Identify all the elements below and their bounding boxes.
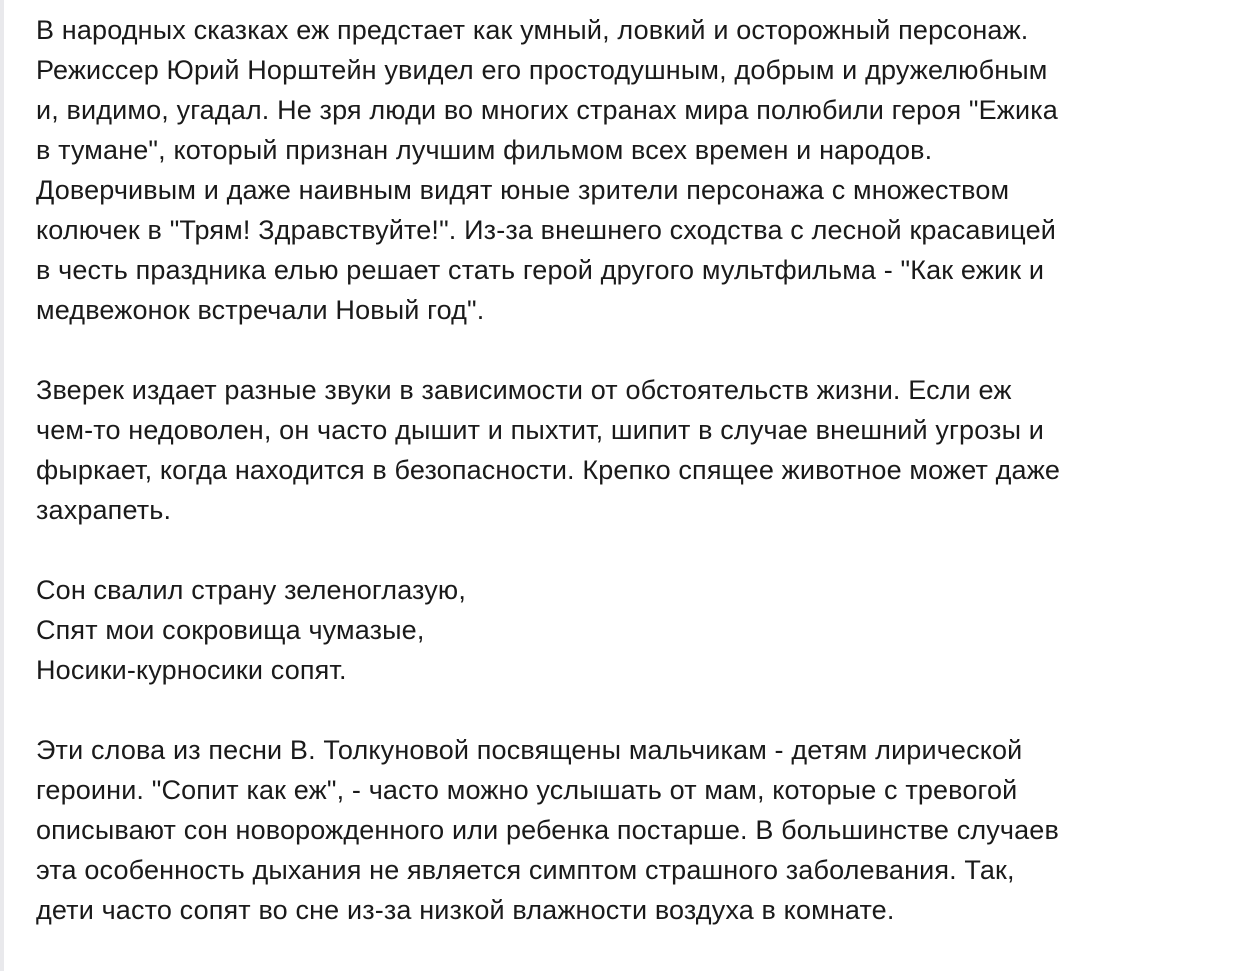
text-line: чем-то недоволен, он часто дышит и пыхтит, шипит в случае внешний угрозы и xyxy=(36,415,1045,445)
text-line: захрапеть. xyxy=(36,495,172,525)
text-line: фыркает, когда находится в безопасности. Крепко спящее животное может даже xyxy=(36,455,1061,485)
text-line: Зверек издает разные звуки в зависимости от обстоятельств жизни. Если еж xyxy=(36,375,1012,405)
verse-line: Сон свалил страну зеленоглазую, xyxy=(36,575,466,605)
paragraph-hedgehog-fairy-tales xyxy=(36,10,1232,330)
text-line: героини. "Сопит как еж", - часто можно услышать от мам, которые с тревогой xyxy=(36,775,1018,805)
text-line: в тумане", который признан лучшим фильмом всех времен и народов. xyxy=(36,135,933,165)
text-line: Эти слова из песни В. Толкуновой посвящены мальчикам - детям лирической xyxy=(36,735,1023,765)
verse-line: Носики-курносики сопят. xyxy=(36,655,347,685)
text-line: эта особенность дыхания не является симптом страшного заболевания. Так, xyxy=(36,855,1015,885)
text-line: колючек в "Трям! Здравствуйте!". Из-за внешнего сходства с лесной красавицей xyxy=(36,215,1056,245)
paragraph-song-verse xyxy=(36,570,1232,690)
verse-line: Спят мои сокровища чумазые, xyxy=(36,615,425,645)
text-line: описывают сон новорожденного или ребенка постарше. В большинстве случаев xyxy=(36,815,1059,845)
text-line: Режиссер Юрий Норштейн увидел его простодушным, добрым и дружелюбным xyxy=(36,55,1048,85)
text-line: дети часто сопят во сне из-за низкой влажности воздуха в комнате. xyxy=(36,895,895,925)
text-line: Доверчивым и даже наивным видят юные зрители персонажа с множеством xyxy=(36,175,1010,205)
article-body xyxy=(36,10,1232,930)
text-line: В народных сказках еж предстает как умный, ловкий и осторожный персонаж. xyxy=(36,15,1029,45)
text-line: медвежонок встречали Новый год". xyxy=(36,295,485,325)
paragraph-song-explanation xyxy=(36,730,1232,930)
text-line: и, видимо, угадал. Не зря люди во многих странах мира полюбили героя "Ежика xyxy=(36,95,1058,125)
left-border xyxy=(0,0,4,971)
text-line: в честь праздника елью решает стать герой другого мультфильма - "Как ежик и xyxy=(36,255,1045,285)
paragraph-hedgehog-sounds xyxy=(36,370,1232,530)
